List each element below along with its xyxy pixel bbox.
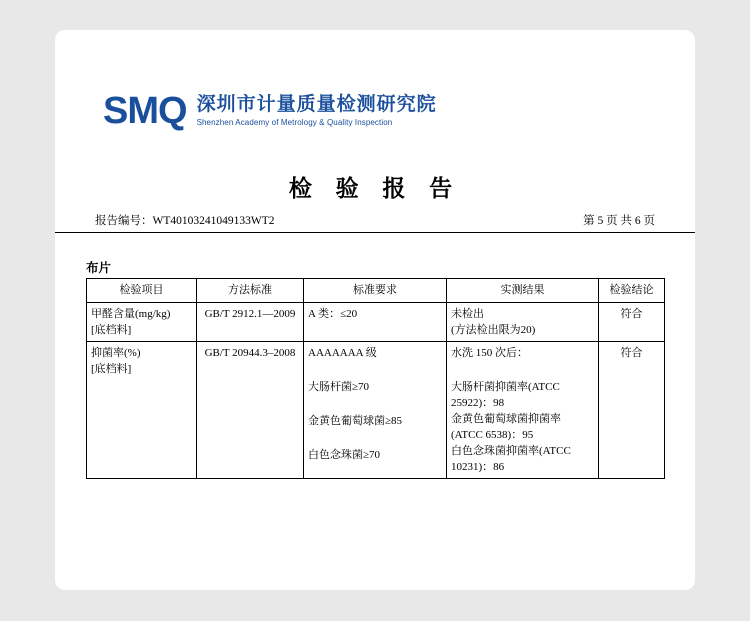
column-header-method: 方法标准 [197, 279, 304, 303]
spacer [451, 361, 594, 379]
result-line: 金黄色葡萄球菌抑菌率 (ATCC 6538)：95 [451, 413, 561, 441]
column-header-result: 实测结果 [447, 279, 599, 303]
column-header-conclusion: 检验结论 [599, 279, 665, 303]
cell-requirement [304, 342, 447, 479]
document-page [55, 30, 695, 590]
spacer [308, 429, 442, 447]
result-line: (方法检出限为20) [451, 324, 536, 336]
institute-logo [103, 92, 437, 130]
requirement-line: 大肠杆菌≥70 [308, 381, 370, 393]
table-header-row [87, 279, 665, 303]
cell-item [87, 303, 197, 342]
table-row [87, 342, 665, 479]
item-name: 甲醛含量(mg/kg) [91, 308, 171, 320]
cell-result [447, 303, 599, 342]
report-number-label: 报告编号： [95, 215, 153, 227]
item-name: 抑菌率(%) [91, 347, 141, 359]
header-divider [55, 232, 695, 233]
result-line: 未检出 [451, 308, 484, 320]
report-number-value: WT40103241049133WT2 [152, 215, 275, 227]
item-material: [底档料] [91, 363, 132, 375]
cell-conclusion: 符合 [599, 303, 665, 342]
cell-method: GB/T 20944.3–2008 [197, 342, 304, 479]
inspection-table [86, 278, 665, 479]
logo-abbr: SMQ [103, 90, 187, 132]
report-number [95, 212, 275, 228]
spacer [308, 361, 442, 379]
requirement-line: A 类：≤20 [308, 308, 358, 320]
report-header-line [95, 212, 655, 232]
item-material: [底档料] [91, 324, 132, 336]
result-line: 大肠杆菌抑菌率(ATCC 25922)：98 [451, 381, 560, 409]
requirement-line: 金黄色葡萄球菌≥85 [308, 415, 403, 427]
table-row [87, 303, 665, 342]
column-header-requirement: 标准要求 [304, 279, 447, 303]
column-header-item: 检验项目 [87, 279, 197, 303]
cell-item [87, 342, 197, 479]
page-indicator: 第 5 页 共 6 页 [583, 215, 655, 227]
cell-method: GB/T 2912.1—2009 [197, 303, 304, 342]
requirement-line: 白色念珠菌≥70 [308, 449, 381, 461]
cell-result [447, 342, 599, 479]
logo-chinese-name: 深圳市计量质量检测研究院 [196, 94, 437, 115]
cell-requirement [304, 303, 447, 342]
spacer [308, 395, 442, 413]
page-title: 检 验 报 告 [288, 176, 462, 201]
result-line: 水洗 150 次后： [451, 347, 528, 359]
requirement-line: AAAAAAA 级 [308, 347, 377, 359]
section-label: 布片 [86, 261, 112, 275]
logo-english-name: Shenzhen Academy of Metrology & Quality Inspection [196, 118, 393, 127]
cell-conclusion: 符合 [599, 342, 665, 479]
result-line: 白色念珠菌抑菌率(ATCC 10231)：86 [451, 445, 571, 473]
